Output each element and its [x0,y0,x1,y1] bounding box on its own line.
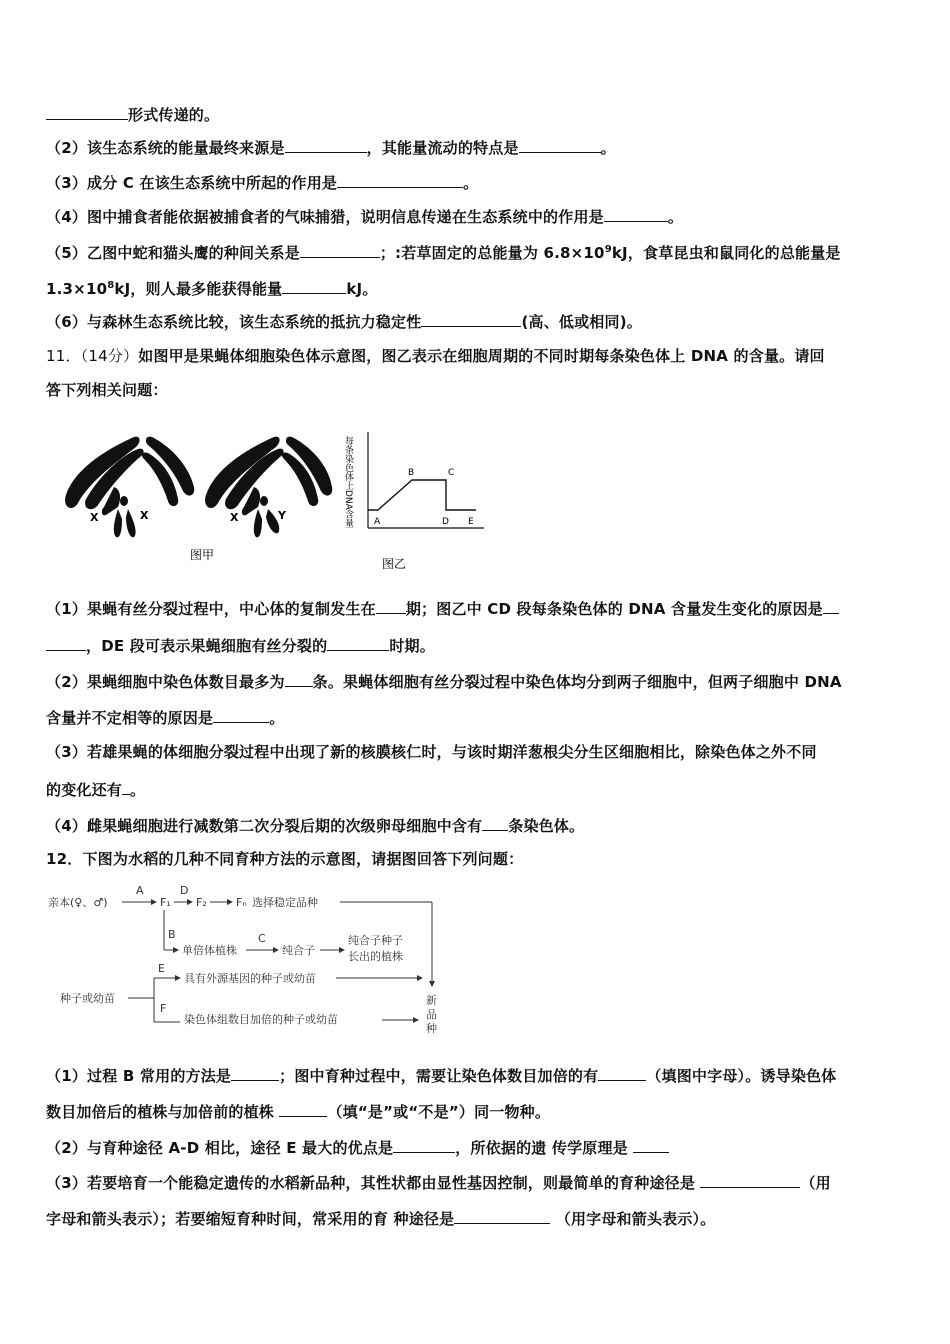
q12-part-3a: （3）若要培育一个能稳定遗传的水稻新品种，其性状都由显性基因控制，则最简单的育种途径是 （用 [46,1174,831,1192]
diagram-seeds: 种子或幼苗 [60,992,115,1005]
answer-blank[interactable] [122,779,130,795]
diagram-select: 选择稳定品种 [252,896,318,909]
label-d: D [180,884,189,897]
chromosome-x-label-2: X [140,509,149,522]
answer-blank[interactable] [285,137,367,153]
diagram-haploid: 单倍体植株 [182,944,237,957]
diagram-pure-plant-2: 长出的植株 [348,950,403,963]
answer-blank[interactable] [454,1208,550,1224]
q10-line-5: （5）乙图中蛇和猫头鹰的种间关系是 ；:若草固定的总能量为 $6.8\times 10^9kJ$，食草昆虫和鼠同化的总能量是 [46,244,841,262]
q11-heading: 11．（14分）如图甲是果蝇体细胞染色体示意图，图乙表示在细胞周期的不同时期每条染色体上 DNA 的含量。请回 [46,347,825,365]
q11-part-2b: 含量并不定相等的原因是 。 [46,709,285,727]
q11-part-3b: 的变化还有 。 [46,781,146,799]
label-b: B [168,928,176,941]
diagram-fn: Fₙ [236,896,247,909]
label-f: F [160,1002,167,1015]
answer-blank[interactable] [327,635,389,651]
q10-line-5b: $1.3\times 10^8kJ$，则人最多能获得能量 kJ。 [46,280,378,298]
chart-point-label-a: A [374,517,381,527]
q11-part-1b: ，DE 段可表示果蝇细胞有丝分裂的 时期。 [46,635,906,656]
q11-heading-2: 答下列相关问题： [46,381,168,399]
diagram-pure-seed: 纯合子 [282,944,315,957]
label-c: C [258,932,266,945]
answer-blank[interactable] [46,635,86,651]
q10-line-2: （2）该生态系统的能量最终来源是 ，其能量流动的特点是 。 [46,139,616,157]
answer-blank[interactable] [482,815,508,831]
dna-content-chart [338,428,498,578]
chromosome-y-label: Y [278,509,286,522]
figure-jia-caption: 图甲 [190,548,215,562]
diagram-foreign: 具有外源基因的种子或幼苗 [184,972,316,985]
q11-part-4: （4）雌果蝇细胞进行减数第二次分裂后期的次级卵母细胞中含有 条染色体。 [46,817,585,835]
diagram-f1: F₁ [160,896,171,909]
q11-part-2a: （2）果蝇细胞中染色体数目最多为 条。果蝇体细胞有丝分裂过程中染色体均分到两子细胞中，但两子细胞中 DNA [46,673,842,691]
answer-blank[interactable] [282,278,346,294]
q10-line-6: （6）与森林生态系统比较，该生态系统的抵抗力稳定性 (高、低或相同)。 [46,313,642,331]
chromosome-figure [56,425,336,575]
diagram-doubled: 染色体组数目加倍的种子或幼苗 [184,1013,338,1026]
chart-point-label-c: C [448,468,455,478]
diagram-f2: F₂ [196,896,207,909]
chromosome-x-label-1: X [90,511,99,524]
q10-line-0: 形式传递的。 [46,104,906,125]
q10-line-4: （4）图中捕食者能依据被捕食者的气味捕猎，说明信息传递在生态系统中的作用是 。 [46,208,684,226]
answer-blank[interactable] [393,1137,455,1153]
q12-part-1a: （1）过程 B 常用的方法是 ；图中育种过程中，需要让染色体数目加倍的有 （填图中字母）。诱导染色体 [46,1067,837,1085]
label-a: A [136,884,144,897]
q10-line-3: （3）成分 C 在该生态系统中所起的作用是 。 [46,174,479,192]
diagram-pure-plant-1: 纯合子种子 [348,934,403,947]
q11-part-1a: （1）果蝇有丝分裂过程中，中心体的复制发生在 期；图乙中 CD 段每条染色体的 DNA 含量发生变化的原因是 [46,598,906,619]
chart-point-label-e: E [468,517,474,527]
breeding-flow-diagram [46,880,466,1040]
chart-title: 图乙 [382,557,407,571]
q12-part-1b: 数目加倍后的植株与加倍前的植株 （填“是”或“不是”）同一物种。 [46,1103,551,1121]
answer-blank[interactable] [519,137,601,153]
answer-blank[interactable] [604,206,668,222]
answer-blank[interactable] [213,707,269,723]
diagram-new-3: 种 [426,1022,437,1035]
chart-point-label-b: B [408,468,415,478]
chromosome-set-male [205,437,332,538]
answer-blank[interactable] [598,1065,646,1081]
label-e: E [158,962,165,975]
q12-part-2: （2）与育种途径 A-D 相比，途径 E 最大的优点是 ，所依据的遗 传学原理是 [46,1137,906,1158]
answer-blank[interactable] [279,1101,327,1117]
chart-series-line [368,480,476,510]
diagram-new-2: 品 [426,1008,437,1021]
q12-part-3b: 字母和箭头表示）；若要缩短育种时间，常采用的育 种途径是 （用字母和箭头表示）。 [46,1210,716,1228]
chromosome-x-label-3: X [230,511,239,524]
answer-blank[interactable] [633,1137,669,1153]
q11-part-3a: （3）若雄果蝇的体细胞分裂过程中出现了新的核膜核仁时，与该时期洋葱根尖分生区细胞相比，除染色体之外不同 [46,743,817,761]
diagram-parent: 亲本(♀、♂) [48,896,108,909]
q12-heading: 12．下图为水稻的几种不同育种方法的示意图，请据图回答下列问题： [46,850,524,868]
answer-blank[interactable] [231,1065,279,1081]
diagram-new-1: 新 [426,994,437,1007]
answer-blank[interactable] [337,172,463,188]
answer-blank[interactable] [700,1172,800,1188]
answer-blank[interactable] [421,311,521,327]
answer-blank[interactable] [46,104,128,120]
answer-blank[interactable] [300,242,380,258]
chart-y-axis-label: 每条染色体上DNA含量 [343,436,353,528]
answer-blank[interactable] [285,671,313,687]
chart-point-label-d: D [442,517,449,527]
answer-blank[interactable] [376,598,406,614]
chromosome-set-female [65,437,194,538]
answer-blank[interactable] [823,598,839,614]
